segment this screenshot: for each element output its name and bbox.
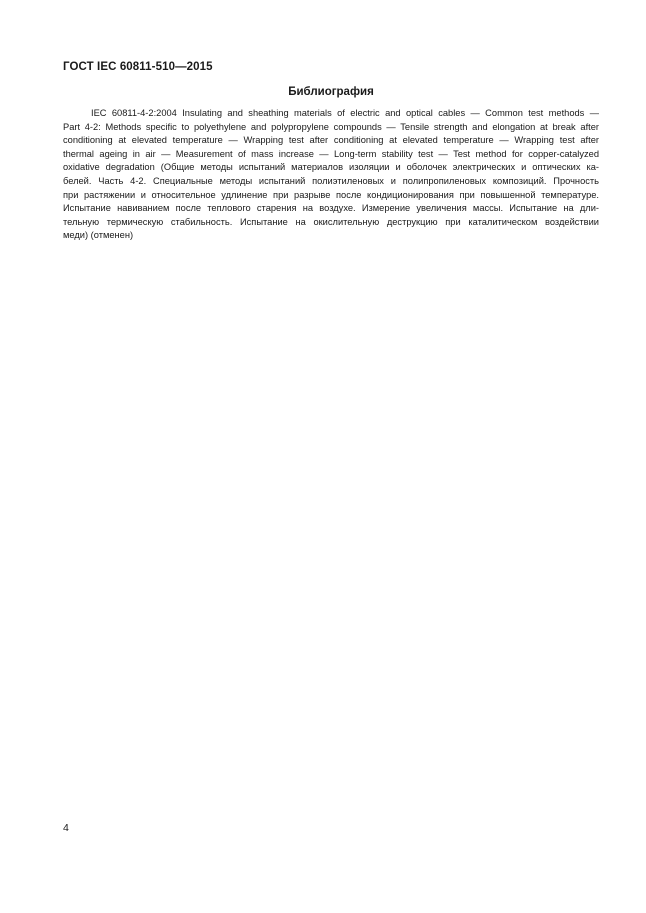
- bibliography-line: при растяжении и относительное удлинение при разрыве после кондиционирования при повышенной температуре.: [63, 189, 599, 200]
- document-header: ГОСТ IEC 60811-510—2015: [63, 61, 213, 73]
- section-title: Библиография: [288, 86, 374, 98]
- bibliography-entry: [63, 107, 599, 243]
- page-number: 4: [63, 822, 69, 834]
- bibliography-line: thermal ageing in air — Measurement of mass increase — Long-term stability test — Test method for copper-catalyzed: [63, 148, 599, 159]
- bibliography-line: белей. Часть 4-2. Специальные методы испытаний полиэтиленовых и полипропиленовых композиций. Прочность: [63, 175, 599, 186]
- bibliography-line: oxidative degradation (Общие методы испытаний материалов изоляции и оболочек электрических и оптических ка-: [63, 162, 599, 173]
- bibliography-line: Испытание навиванием после теплового старения на воздухе. Измерение увеличения массы. Испытание на дли-: [63, 203, 599, 214]
- bibliography-line: conditioning at elevated temperature — Wrapping test after conditioning at elevated temperature — Wrapping test after: [63, 135, 599, 146]
- bibliography-line: тельную термическую стабильность. Испытание на окислительную деструкцию при каталитическом воздействии: [63, 216, 599, 227]
- bibliography-line: меди) (отменен): [63, 230, 134, 241]
- bibliography-line: IEC 60811-4-2:2004 Insulating and sheathing materials of electric and optical cables — Common test methods —: [91, 108, 599, 118]
- bibliography-line: Part 4-2: Methods specific to polyethylene and polypropylene compounds — Tensile strength and elongation at break after: [63, 121, 599, 132]
